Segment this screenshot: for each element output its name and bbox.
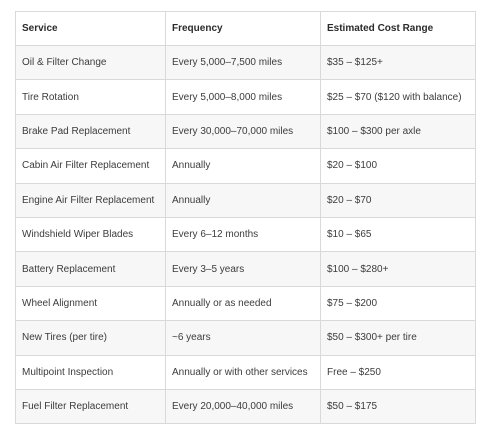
cell-frequency: Every 20,000–40,000 miles xyxy=(166,389,321,423)
table-row xyxy=(16,46,476,80)
cell-frequency: Annually or with other services xyxy=(166,355,321,389)
cell-cost: $25 – $70 ($120 with balance) xyxy=(321,80,476,114)
table-row xyxy=(16,149,476,183)
cell-frequency: Every 6–12 months xyxy=(166,217,321,251)
cell-frequency: Annually xyxy=(166,183,321,217)
maintenance-table-container xyxy=(15,11,475,424)
cell-service: Battery Replacement xyxy=(16,252,166,286)
maintenance-cost-table xyxy=(15,11,476,424)
table-body xyxy=(16,46,476,424)
header-frequency: Frequency xyxy=(166,12,321,46)
cell-service: Windshield Wiper Blades xyxy=(16,217,166,251)
cell-cost: $75 – $200 xyxy=(321,286,476,320)
cell-service: Tire Rotation xyxy=(16,80,166,114)
table-row xyxy=(16,114,476,148)
table-row xyxy=(16,183,476,217)
cell-cost: $50 – $300+ per tire xyxy=(321,321,476,355)
cell-frequency: Every 5,000–7,500 miles xyxy=(166,46,321,80)
cell-cost: $35 – $125+ xyxy=(321,46,476,80)
table-row xyxy=(16,252,476,286)
cell-frequency: Every 30,000–70,000 miles xyxy=(166,114,321,148)
cell-cost: $100 – $280+ xyxy=(321,252,476,286)
table-row xyxy=(16,389,476,423)
cell-service: Brake Pad Replacement xyxy=(16,114,166,148)
table-row xyxy=(16,321,476,355)
cell-service: New Tires (per tire) xyxy=(16,321,166,355)
table-row xyxy=(16,217,476,251)
header-estimated-cost: Estimated Cost Range xyxy=(321,12,476,46)
header-service: Service xyxy=(16,12,166,46)
cell-service: Wheel Alignment xyxy=(16,286,166,320)
cell-frequency: Annually or as needed xyxy=(166,286,321,320)
cell-frequency: Every 5,000–8,000 miles xyxy=(166,80,321,114)
header-row xyxy=(16,12,476,46)
table-row xyxy=(16,355,476,389)
cell-frequency: ~6 years xyxy=(166,321,321,355)
cell-cost: $100 – $300 per axle xyxy=(321,114,476,148)
cell-frequency: Every 3–5 years xyxy=(166,252,321,286)
cell-service: Oil & Filter Change xyxy=(16,46,166,80)
cell-cost: $10 – $65 xyxy=(321,217,476,251)
table-row xyxy=(16,286,476,320)
cell-cost: $20 – $70 xyxy=(321,183,476,217)
cell-cost: $50 – $175 xyxy=(321,389,476,423)
cell-frequency: Annually xyxy=(166,149,321,183)
cell-cost: Free – $250 xyxy=(321,355,476,389)
cell-service: Multipoint Inspection xyxy=(16,355,166,389)
cell-service: Engine Air Filter Replacement xyxy=(16,183,166,217)
cell-cost: $20 – $100 xyxy=(321,149,476,183)
table-row xyxy=(16,80,476,114)
table-header xyxy=(16,12,476,46)
cell-service: Cabin Air Filter Replacement xyxy=(16,149,166,183)
cell-service: Fuel Filter Replacement xyxy=(16,389,166,423)
